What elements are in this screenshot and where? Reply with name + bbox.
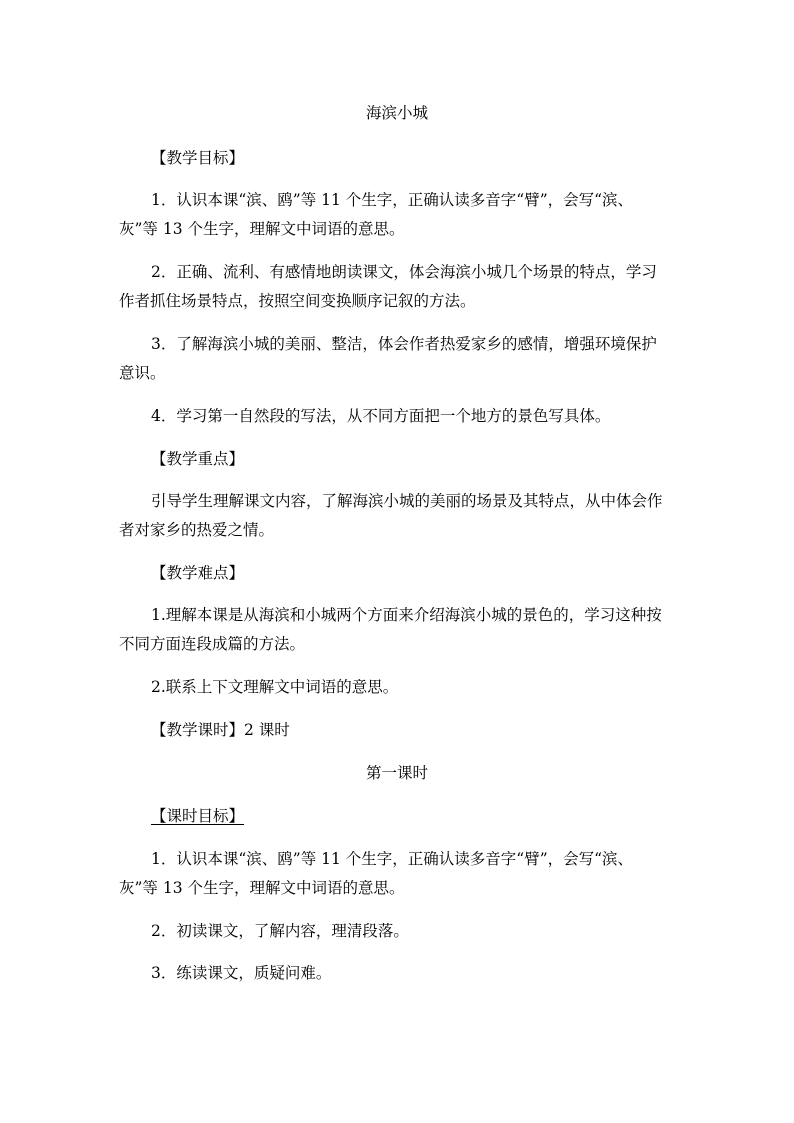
difficulty-1-line-1: 1.理解本课是从海滨和小城两个方面来介绍海滨小城的景色的，学习这种按	[151, 606, 662, 624]
key-points-heading: 【教学重点】	[151, 450, 245, 468]
objective-3-line-2: 意识。	[119, 364, 166, 382]
teaching-hours: 【教学课时】2 课时	[151, 721, 290, 739]
key-points-line-1: 引导学生理解课文内容，了解海滨小城的美丽的场景及其特点，从中体会作	[151, 492, 663, 510]
lesson-objective-3-line-1: 3．练读课文，质疑问难。	[151, 964, 332, 982]
objective-1-line-1: 1．认识本课“滨、鸥”等 11 个生字，正确认读多音字“臂”，会写“滨、	[151, 191, 634, 209]
objective-2-line-2: 作者抓住场景特点，按照空间变换顺序记叙的方法。	[119, 292, 476, 310]
objective-2-line-1: 2．正确、流利、有感情地朗读课文，体会海滨小城几个场景的特点，学习	[151, 263, 657, 281]
document-title: 海滨小城	[365, 104, 428, 122]
lesson-one-title: 第一课时	[365, 764, 428, 782]
objectives-heading: 【教学目标】	[151, 149, 245, 167]
objective-1-line-2: 灰”等 13 个生字，理解文中词语的意思。	[119, 220, 405, 238]
difficulty-1-line-2: 不同方面连段成篇的方法。	[119, 635, 306, 653]
difficulty-2-line-1: 2.联系上下文理解文中词语的意思。	[151, 678, 399, 696]
key-points-line-2: 者对家乡的热爱之情。	[119, 521, 275, 539]
lesson-objective-1-line-1: 1．认识本课“滨、鸥”等 11 个生字，正确认读多音字“臂”，会写“滨、	[151, 850, 634, 868]
objective-3-line-1: 3．了解海滨小城的美丽、整洁，体会作者热爱家乡的感情，增强环境保护	[151, 335, 657, 353]
objective-4-line-1: 4．学习第一自然段的写法，从不同方面把一个地方的景色写具体。	[151, 407, 611, 425]
lesson-objectives-heading: 【课时目标】	[151, 807, 245, 825]
difficulties-heading: 【教学难点】	[151, 564, 245, 582]
lesson-objective-1-line-2: 灰”等 13 个生字，理解文中词语的意思。	[119, 879, 405, 897]
lesson-objective-2-line-1: 2．初读课文，了解内容，理清段落。	[151, 922, 409, 940]
